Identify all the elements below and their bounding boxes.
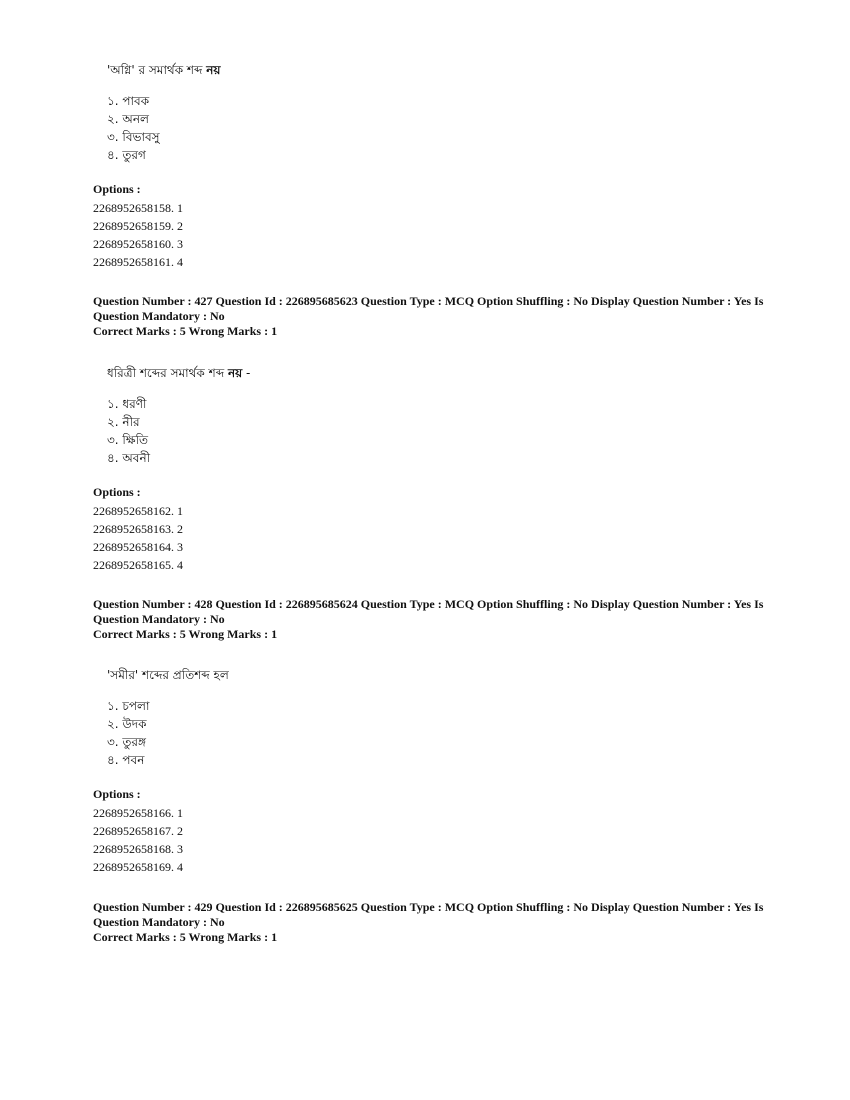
option-4: 2268952658161. 4 — [93, 255, 183, 269]
choice-3: ৩. বিভাবসু — [107, 130, 160, 144]
choice-1: ১. চপলা — [107, 699, 150, 713]
choice-4: ৪. তুরগ — [107, 148, 146, 162]
choice-1: ১. ধরণী — [107, 397, 147, 411]
option-4: 2268952658169. 4 — [93, 860, 183, 874]
prompt-tail: - — [242, 366, 251, 380]
options-list — [93, 804, 773, 876]
option-2: 2268952658167. 2 — [93, 824, 183, 838]
question-marks: Correct Marks : 5 Wrong Marks : 1 — [93, 627, 278, 641]
answer-choices — [93, 395, 773, 467]
options-list — [93, 502, 773, 574]
prompt-emphasis: নয় — [206, 63, 221, 77]
prompt-text: 'সমীর' শব্দের প্রতিশব্দ হল — [107, 668, 229, 682]
choice-3: ৩. ক্ষিতি — [107, 433, 149, 447]
option-1: 2268952658162. 1 — [93, 504, 183, 518]
question-meta-line-1: Question Number : 428 Question Id : 226895685624 Question Type : MCQ Option Shuffling : No Display Question Number : Yes Is — [93, 597, 764, 611]
options-heading: Options : — [93, 787, 141, 801]
option-2: 2268952658159. 2 — [93, 219, 183, 233]
option-3: 2268952658164. 3 — [93, 540, 183, 554]
question-prompt — [107, 62, 773, 82]
prompt-text: 'অগ্নি' র সমার্থক শব্দ — [107, 63, 207, 77]
question-427-body — [93, 365, 773, 574]
question-429-header — [93, 900, 773, 945]
question-427-header — [93, 294, 773, 339]
answer-choices — [93, 92, 773, 164]
option-3: 2268952658160. 3 — [93, 237, 183, 251]
option-3: 2268952658168. 3 — [93, 842, 183, 856]
question-meta-line-2: Question Mandatory : No — [93, 915, 225, 929]
question-426-body — [93, 62, 773, 271]
question-marks: Correct Marks : 5 Wrong Marks : 1 — [93, 324, 278, 338]
option-2: 2268952658163. 2 — [93, 522, 183, 536]
options-heading: Options : — [93, 485, 141, 499]
choice-3: ৩. তুরঙ্গ — [107, 735, 146, 749]
choice-4: ৪. অবনী — [107, 451, 151, 465]
choice-2: ২. উদক — [107, 717, 147, 731]
option-1: 2268952658158. 1 — [93, 201, 183, 215]
question-marks: Correct Marks : 5 Wrong Marks : 1 — [93, 930, 278, 944]
question-prompt — [107, 365, 773, 385]
question-prompt — [107, 667, 773, 687]
choice-1: ১. পাবক — [107, 94, 150, 108]
question-meta-line-2: Question Mandatory : No — [93, 309, 225, 323]
prompt-emphasis: নয় — [227, 366, 243, 380]
choice-2: ২. নীর — [107, 415, 140, 429]
option-1: 2268952658166. 1 — [93, 806, 183, 820]
options-list — [93, 199, 773, 271]
question-428-body — [93, 667, 773, 876]
question-meta-line-1: Question Number : 427 Question Id : 226895685623 Question Type : MCQ Option Shuffling : No Display Question Number : Yes Is — [93, 294, 764, 308]
question-428-header — [93, 597, 773, 642]
choice-4: ৪. পবন — [107, 753, 145, 767]
choice-2: ২. অনল — [107, 112, 149, 126]
question-meta-line-2: Question Mandatory : No — [93, 612, 225, 626]
options-heading: Options : — [93, 182, 141, 196]
answer-choices — [93, 697, 773, 769]
option-4: 2268952658165. 4 — [93, 558, 183, 572]
prompt-text: ধরিত্রী শব্দের সমার্থক শব্দ — [107, 366, 228, 380]
question-meta-line-1: Question Number : 429 Question Id : 226895685625 Question Type : MCQ Option Shuffling : No Display Question Number : Yes Is — [93, 900, 764, 914]
